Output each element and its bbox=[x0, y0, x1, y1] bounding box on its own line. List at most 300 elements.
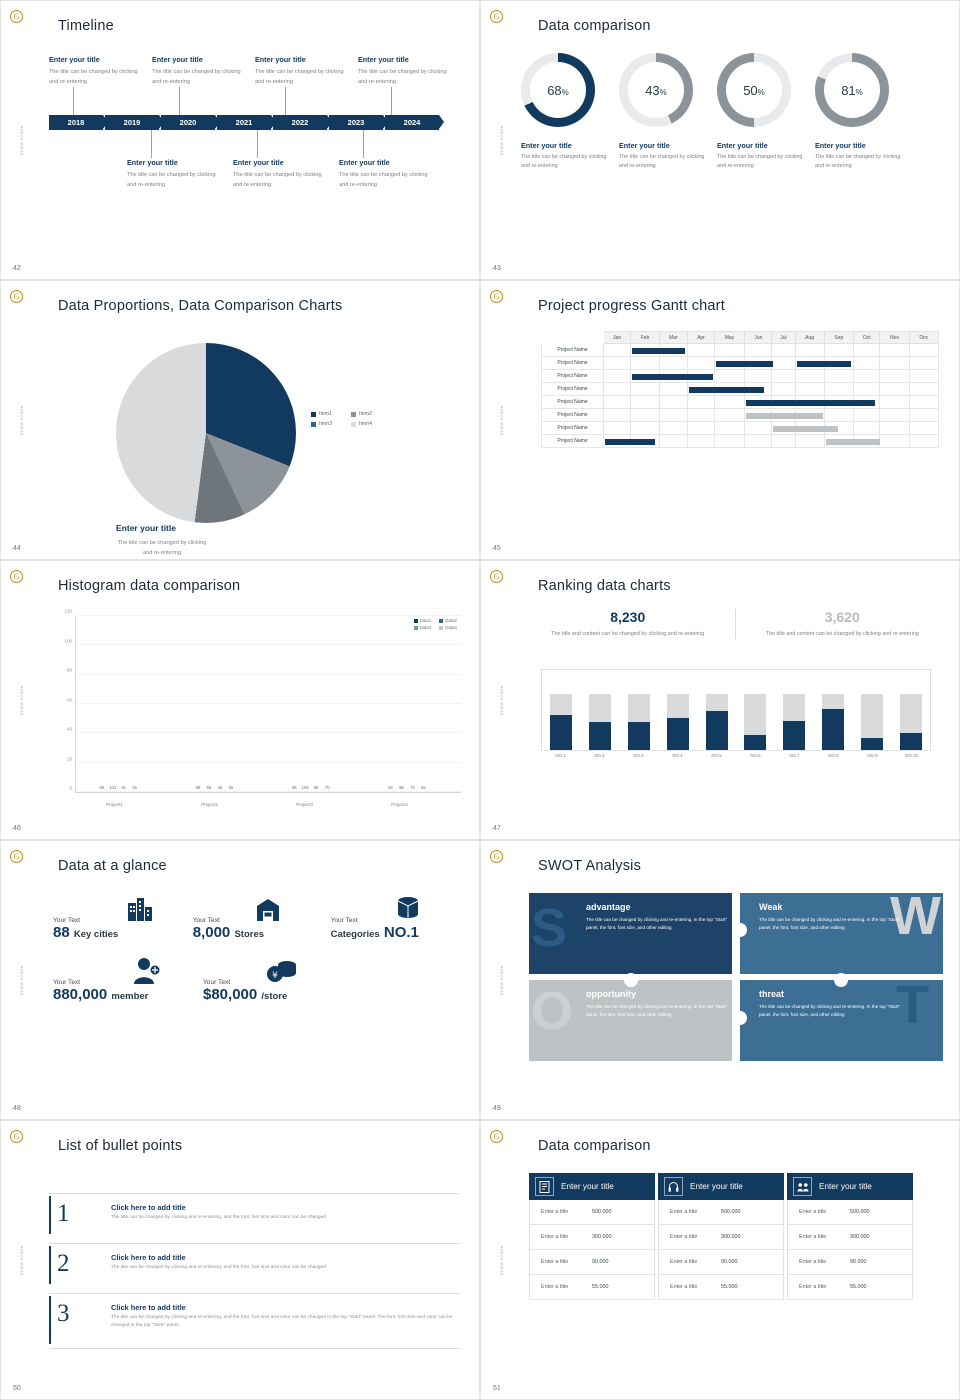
gantt-cell[interactable] bbox=[714, 383, 745, 396]
swot-strength[interactable] bbox=[529, 893, 732, 974]
ranking-bar-fill bbox=[589, 722, 611, 750]
gantt-cell[interactable] bbox=[714, 370, 745, 383]
page-number: 44 bbox=[13, 545, 21, 552]
gantt-cell[interactable] bbox=[880, 435, 909, 448]
gantt-cell[interactable] bbox=[909, 409, 938, 422]
gantt-cell[interactable] bbox=[824, 435, 853, 448]
page-title: Data Proportions, Data Comparison Charts bbox=[58, 298, 343, 314]
gantt-cell[interactable] bbox=[714, 357, 745, 370]
slide-data-comparison-tables[interactable] bbox=[480, 1120, 960, 1400]
table-row[interactable]: Enter a title 300.000 bbox=[788, 1225, 912, 1250]
gantt-row-label: Project Name bbox=[542, 383, 604, 396]
slide-timeline[interactable] bbox=[0, 0, 480, 280]
ranking-bar-fill bbox=[550, 715, 572, 750]
gantt-row-label: Project Name bbox=[542, 396, 604, 409]
gantt-row[interactable] bbox=[542, 344, 939, 357]
gantt-cell[interactable] bbox=[909, 435, 938, 448]
brand-logo-icon: G bbox=[10, 1130, 23, 1143]
gantt-cell[interactable] bbox=[604, 370, 631, 383]
year-chip[interactable]: 2018 bbox=[49, 115, 103, 130]
gantt-cell[interactable] bbox=[772, 344, 795, 357]
timeline-item-text: The title can be changed by clicking and re-entering bbox=[358, 69, 447, 85]
gantt-cell[interactable] bbox=[795, 383, 824, 396]
swot-letter: O bbox=[531, 981, 574, 1041]
puzzle-knob bbox=[733, 923, 747, 937]
x-tick: Project3 bbox=[296, 802, 313, 807]
gantt-cell[interactable] bbox=[604, 435, 631, 448]
gantt-cell[interactable] bbox=[853, 344, 879, 357]
ring-value: 68 bbox=[547, 82, 562, 98]
list-number: 2 bbox=[57, 1250, 70, 1277]
table-row[interactable]: Enter a title 55.000 bbox=[530, 1275, 654, 1300]
donut-center bbox=[116, 523, 296, 558]
column-header bbox=[658, 1173, 784, 1200]
caption-text: The title can be changed by clicking and re-entering bbox=[717, 154, 803, 170]
gantt-row[interactable] bbox=[542, 435, 939, 448]
list-title: Click here to add title bbox=[111, 1253, 186, 1262]
list-item[interactable] bbox=[49, 1193, 459, 1237]
ranking-bar[interactable] bbox=[783, 694, 805, 750]
ranking-bar[interactable] bbox=[822, 694, 844, 750]
ring-value: 81 bbox=[841, 82, 856, 98]
page-number: 45 bbox=[493, 545, 501, 552]
donut-center-title: Enter your title bbox=[116, 523, 176, 533]
year-chip[interactable]: 2019 bbox=[105, 115, 159, 130]
gantt-cell[interactable] bbox=[909, 422, 938, 435]
gantt-cell[interactable] bbox=[745, 357, 772, 370]
gantt-row[interactable] bbox=[542, 409, 939, 422]
gantt-cell[interactable] bbox=[688, 396, 714, 409]
swot-text: The title can be changed by clicking and re-entering. In the top "Start" panel, the font, font size, and other editing bbox=[759, 1004, 901, 1018]
gantt-cell[interactable] bbox=[909, 357, 938, 370]
gantt-cell[interactable] bbox=[688, 435, 714, 448]
gantt-header-row bbox=[542, 332, 939, 344]
timeline-item[interactable] bbox=[358, 55, 461, 87]
legend-item[interactable]: Item2 bbox=[351, 411, 387, 417]
donut-chart[interactable] bbox=[116, 343, 296, 557]
gantt-cell[interactable] bbox=[714, 344, 745, 357]
swot-opportunity[interactable] bbox=[529, 980, 732, 1061]
gantt-cell[interactable] bbox=[604, 396, 631, 409]
bar-value: 98 bbox=[99, 785, 105, 790]
slide-bullet-list[interactable] bbox=[0, 1120, 480, 1400]
gantt-cell[interactable] bbox=[659, 422, 688, 435]
histogram-chart[interactable] bbox=[56, 608, 461, 811]
timeline-top-items bbox=[49, 55, 461, 87]
ranking-bar[interactable] bbox=[861, 694, 883, 750]
gantt-row[interactable] bbox=[542, 357, 939, 370]
gantt-cell[interactable] bbox=[795, 357, 824, 370]
gantt-cell[interactable] bbox=[604, 409, 631, 422]
year-chip[interactable]: 2023 bbox=[329, 115, 383, 130]
page-number: 43 bbox=[493, 265, 501, 272]
glance-value: 88 Key cities bbox=[53, 924, 119, 941]
table-row[interactable]: Enter a title 300.000 bbox=[659, 1225, 783, 1250]
swot-threat[interactable] bbox=[740, 975, 943, 1061]
slide-histogram[interactable] bbox=[0, 560, 480, 840]
gantt-cell[interactable] bbox=[853, 357, 879, 370]
people-icon bbox=[793, 1177, 812, 1196]
gantt-cell[interactable] bbox=[631, 344, 660, 357]
ring-unit: % bbox=[855, 87, 863, 97]
year-chip[interactable]: 2024 bbox=[385, 115, 439, 130]
gantt-cell[interactable] bbox=[604, 383, 631, 396]
legend-item[interactable]: Item4 bbox=[351, 421, 387, 427]
gantt-cell[interactable] bbox=[824, 344, 853, 357]
timeline-item[interactable] bbox=[152, 55, 255, 87]
timeline-item[interactable] bbox=[339, 158, 439, 190]
gantt-cell[interactable] bbox=[745, 344, 772, 357]
gantt-cell[interactable] bbox=[824, 383, 853, 396]
slide-data-comparison-rings[interactable] bbox=[480, 0, 960, 280]
page-number: 49 bbox=[493, 1105, 501, 1112]
column-body bbox=[529, 1200, 655, 1300]
page-title: Timeline bbox=[58, 18, 114, 34]
gridline bbox=[76, 791, 461, 792]
table-row[interactable]: Enter a title 500.000 bbox=[659, 1200, 783, 1225]
timeline-item-text: The title can be changed by clicking and re-entering bbox=[339, 172, 428, 188]
gantt-cell[interactable] bbox=[772, 409, 795, 422]
chart-legend bbox=[414, 618, 457, 630]
timeline-item-text: The title can be changed by clicking and re-entering bbox=[233, 172, 322, 188]
progress-ring[interactable] bbox=[619, 53, 693, 127]
timeline-item-text: The title can be changed by clicking and re-entering bbox=[49, 69, 138, 85]
ring-captions bbox=[521, 141, 901, 172]
x-tick: Project4 bbox=[391, 802, 408, 807]
ranking-bar[interactable] bbox=[667, 694, 689, 750]
table-row[interactable]: Enter a title 500.000 bbox=[788, 1200, 912, 1225]
gantt-cell[interactable] bbox=[880, 344, 909, 357]
ring-caption[interactable] bbox=[815, 141, 901, 172]
gantt-row[interactable] bbox=[542, 383, 939, 396]
gantt-cell[interactable] bbox=[824, 422, 853, 435]
glance-item[interactable] bbox=[53, 963, 203, 1003]
gantt-month: Apr bbox=[688, 332, 714, 344]
ring-caption[interactable] bbox=[619, 141, 705, 172]
gantt-month: Aug bbox=[795, 332, 824, 344]
timeline-bottom-items bbox=[49, 158, 461, 214]
ranking-bar[interactable] bbox=[706, 694, 728, 750]
gantt-cell[interactable] bbox=[745, 396, 772, 409]
legend-item[interactable]: Item3 bbox=[311, 421, 347, 427]
caption-title: Enter your title bbox=[521, 141, 572, 150]
gantt-cell[interactable] bbox=[714, 422, 745, 435]
timeline-item-title: Enter your title bbox=[49, 55, 100, 64]
gantt-cell[interactable] bbox=[772, 396, 795, 409]
bar-value: 99 bbox=[195, 785, 201, 790]
legend-item[interactable]: Data2 bbox=[439, 618, 457, 623]
y-tick: 0 bbox=[69, 785, 72, 791]
gantt-body bbox=[542, 344, 939, 448]
gantt-cell[interactable] bbox=[659, 370, 688, 383]
brand-logo-icon: G bbox=[10, 570, 23, 583]
x-tick: NO.4 bbox=[672, 753, 683, 758]
page-number: 50 bbox=[13, 1385, 21, 1392]
swot-weakness[interactable] bbox=[740, 886, 943, 974]
list-text: The title can be changed by clicking and re-entering, and the font, font size and color can be changed bbox=[111, 1265, 326, 1270]
list-item[interactable] bbox=[49, 1243, 459, 1287]
gantt-row-label: Project Name bbox=[542, 344, 604, 357]
caption-title: Enter your title bbox=[815, 141, 866, 150]
ring-caption[interactable] bbox=[521, 141, 607, 172]
progress-ring[interactable] bbox=[815, 53, 889, 127]
page-title: Data comparison bbox=[538, 1138, 651, 1154]
gantt-cell[interactable] bbox=[659, 396, 688, 409]
timeline-item[interactable] bbox=[233, 158, 333, 190]
ranking-bar[interactable] bbox=[550, 694, 572, 750]
gantt-cell[interactable] bbox=[631, 409, 660, 422]
gantt-cell[interactable] bbox=[772, 370, 795, 383]
page-title: List of bullet points bbox=[58, 1138, 183, 1154]
x-tick: Project2 bbox=[201, 802, 218, 807]
swot-heading: Weak bbox=[759, 902, 783, 912]
column-title: Enter your title bbox=[819, 1182, 872, 1191]
puzzle-knob bbox=[733, 1011, 747, 1025]
bar-value: 66 bbox=[206, 785, 212, 790]
gantt-cell[interactable] bbox=[772, 435, 795, 448]
y-axis bbox=[56, 608, 74, 793]
gantt-cell[interactable] bbox=[714, 409, 745, 422]
gantt-cell[interactable] bbox=[659, 409, 688, 422]
brand-logo-icon: G bbox=[490, 570, 503, 583]
table-row[interactable]: Enter a title 90.000 bbox=[530, 1250, 654, 1275]
slide-ranking[interactable] bbox=[480, 560, 960, 840]
gantt-cell[interactable] bbox=[909, 383, 938, 396]
page-number: 42 bbox=[13, 265, 21, 272]
list-text: The title can be changed by clicking and re-entering, and the font, font size and color can be changed bbox=[111, 1215, 326, 1220]
gantt-cell[interactable] bbox=[824, 409, 853, 422]
gantt-cell[interactable] bbox=[688, 422, 714, 435]
page-title: SWOT Analysis bbox=[538, 858, 642, 874]
gantt-cell[interactable] bbox=[880, 396, 909, 409]
gantt-cell[interactable] bbox=[714, 435, 745, 448]
table-row[interactable]: Enter a title 500.000 bbox=[530, 1200, 654, 1225]
chart-legend bbox=[311, 411, 387, 427]
glance-value: 880,000 member bbox=[53, 986, 149, 1003]
gantt-row-label: Project Name bbox=[542, 357, 604, 370]
gantt-cell[interactable] bbox=[880, 422, 909, 435]
stat-block[interactable] bbox=[541, 609, 715, 639]
gantt-cell[interactable] bbox=[853, 396, 879, 409]
gantt-month: Jun bbox=[745, 332, 772, 344]
gridline bbox=[76, 762, 461, 763]
list-item[interactable] bbox=[49, 1293, 459, 1349]
gantt-row-label: Project Name bbox=[542, 409, 604, 422]
gantt-cell[interactable] bbox=[772, 422, 795, 435]
ranking-bar-fill bbox=[861, 738, 883, 750]
puzzle-knob bbox=[834, 973, 848, 987]
gantt-cell[interactable] bbox=[745, 435, 772, 448]
gantt-cell[interactable] bbox=[604, 357, 631, 370]
comparison-column[interactable] bbox=[529, 1173, 655, 1300]
gantt-cell[interactable] bbox=[772, 357, 795, 370]
gantt-cell[interactable] bbox=[772, 383, 795, 396]
year-chip[interactable]: 2021 bbox=[217, 115, 271, 130]
sidebar-watermark: SLIDE STOCK bbox=[500, 124, 505, 156]
gantt-cell[interactable] bbox=[795, 409, 824, 422]
gantt-row[interactable] bbox=[542, 396, 939, 409]
list-title: Click here to add title bbox=[111, 1303, 186, 1312]
table-row[interactable]: Enter a title 55.000 bbox=[659, 1275, 783, 1300]
x-tick: NO.7 bbox=[789, 753, 800, 758]
ranking-bar[interactable] bbox=[589, 694, 611, 750]
gantt-chart[interactable] bbox=[541, 331, 939, 448]
gantt-cell[interactable] bbox=[853, 409, 879, 422]
gantt-cell[interactable] bbox=[659, 344, 688, 357]
glance-item[interactable] bbox=[203, 963, 353, 1003]
gantt-cell[interactable] bbox=[688, 344, 714, 357]
bar-value: 55 bbox=[228, 785, 234, 790]
ranking-bar-chart[interactable] bbox=[541, 669, 931, 751]
gantt-cell[interactable] bbox=[909, 370, 938, 383]
comparison-column[interactable] bbox=[787, 1173, 913, 1300]
timeline-item[interactable] bbox=[49, 55, 152, 87]
legend-item[interactable]: Data1 bbox=[414, 618, 432, 623]
gantt-cell[interactable] bbox=[880, 357, 909, 370]
gantt-cell[interactable] bbox=[745, 409, 772, 422]
gantt-cell[interactable] bbox=[688, 357, 714, 370]
x-tick: NO.3 bbox=[633, 753, 644, 758]
list-title: Click here to add title bbox=[111, 1203, 186, 1212]
gantt-cell[interactable] bbox=[688, 383, 714, 396]
gantt-cell[interactable] bbox=[909, 396, 938, 409]
timeline-item[interactable] bbox=[255, 55, 358, 87]
legend-item[interactable]: Data4 bbox=[439, 625, 457, 630]
legend-item[interactable]: Item1 bbox=[311, 411, 347, 417]
gantt-row[interactable] bbox=[542, 370, 939, 383]
x-tick: NO.9 bbox=[867, 753, 878, 758]
gantt-cell[interactable] bbox=[631, 370, 660, 383]
glance-label: Your Text bbox=[330, 917, 358, 924]
glance-item[interactable] bbox=[53, 903, 193, 941]
swot-heading: advantage bbox=[586, 902, 631, 912]
table-row[interactable]: Enter a title 300.000 bbox=[530, 1225, 654, 1250]
column-title: Enter your title bbox=[690, 1182, 743, 1191]
gantt-cell[interactable] bbox=[659, 435, 688, 448]
gantt-cell[interactable] bbox=[745, 370, 772, 383]
accent-bar bbox=[49, 1246, 51, 1284]
gantt-cell[interactable] bbox=[795, 370, 824, 383]
list-number: 3 bbox=[57, 1300, 70, 1327]
gantt-cell[interactable] bbox=[604, 344, 631, 357]
gantt-cell[interactable] bbox=[795, 396, 824, 409]
page-number: 48 bbox=[13, 1105, 21, 1112]
list-number: 1 bbox=[57, 1200, 70, 1227]
slide-data-at-a-glance[interactable] bbox=[0, 840, 480, 1120]
gantt-cell[interactable] bbox=[714, 396, 745, 409]
timeline-year-bar bbox=[49, 115, 461, 130]
glance-item[interactable] bbox=[331, 903, 461, 941]
brand-logo-icon: G bbox=[10, 290, 23, 303]
gantt-cell[interactable] bbox=[880, 409, 909, 422]
gantt-cell[interactable] bbox=[659, 383, 688, 396]
timeline-item-title: Enter your title bbox=[127, 158, 178, 167]
stat-block[interactable] bbox=[755, 609, 929, 639]
gantt-cell[interactable] bbox=[824, 396, 853, 409]
x-tick: NO.6 bbox=[750, 753, 761, 758]
donut-center-text: The title can be changed by clicking and re-entering bbox=[117, 540, 207, 557]
ranking-bar[interactable] bbox=[744, 694, 766, 750]
gantt-cell[interactable] bbox=[853, 422, 879, 435]
timeline-connectors bbox=[49, 87, 461, 115]
gantt-cell[interactable] bbox=[853, 370, 879, 383]
y-tick: 120 bbox=[64, 608, 72, 614]
progress-ring[interactable] bbox=[521, 53, 595, 127]
gantt-month: May bbox=[714, 332, 745, 344]
sidebar-watermark: SLIDE STOCK bbox=[500, 404, 505, 436]
timeline-item-text: The title can be changed by clicking and re-entering bbox=[255, 69, 344, 85]
gantt-cell[interactable] bbox=[631, 422, 660, 435]
gantt-cell[interactable] bbox=[853, 435, 879, 448]
ring-caption[interactable] bbox=[717, 141, 803, 172]
sidebar-watermark: SLIDE STOCK bbox=[500, 1244, 505, 1276]
glance-label: Your Text bbox=[192, 917, 220, 924]
gantt-cell[interactable] bbox=[853, 383, 879, 396]
swot-letter: S bbox=[531, 898, 568, 958]
year-chip[interactable]: 2022 bbox=[273, 115, 327, 130]
gantt-cell[interactable] bbox=[604, 422, 631, 435]
bar-value: 106 bbox=[301, 785, 309, 790]
gantt-cell[interactable] bbox=[795, 422, 824, 435]
y-tick: 80 bbox=[67, 667, 72, 673]
table-row[interactable]: Enter a title 90.000 bbox=[659, 1250, 783, 1275]
gantt-row[interactable] bbox=[542, 422, 939, 435]
gantt-cell[interactable] bbox=[745, 422, 772, 435]
comparison-column[interactable] bbox=[658, 1173, 784, 1300]
x-tick: NO.1 bbox=[555, 753, 566, 758]
gantt-cell[interactable] bbox=[745, 383, 772, 396]
table-row[interactable]: Enter a title 55.000 bbox=[788, 1275, 912, 1300]
table-row[interactable]: Enter a title 90.000 bbox=[788, 1250, 912, 1275]
accent-bar bbox=[49, 1296, 51, 1344]
slide-data-proportions[interactable] bbox=[0, 280, 480, 560]
progress-ring[interactable] bbox=[717, 53, 791, 127]
page-number: 46 bbox=[13, 825, 21, 832]
slide-swot[interactable] bbox=[480, 840, 960, 1120]
legend-item[interactable]: Data3 bbox=[414, 625, 432, 630]
document-icon bbox=[535, 1177, 554, 1196]
gantt-cell[interactable] bbox=[909, 344, 938, 357]
gantt-cell[interactable] bbox=[631, 396, 660, 409]
slide-gantt[interactable] bbox=[480, 280, 960, 560]
cylinder-box-icon bbox=[393, 893, 423, 923]
gantt-cell[interactable] bbox=[824, 357, 853, 370]
gantt-cell[interactable] bbox=[659, 357, 688, 370]
gantt-cell[interactable] bbox=[688, 409, 714, 422]
year-chip[interactable]: 2020 bbox=[161, 115, 215, 130]
ring-center bbox=[726, 62, 782, 118]
ring-center bbox=[628, 62, 684, 118]
gantt-month: Oct bbox=[853, 332, 879, 344]
gantt-cell[interactable] bbox=[631, 435, 660, 448]
gantt-cell[interactable] bbox=[688, 370, 714, 383]
gantt-cell[interactable] bbox=[631, 383, 660, 396]
gantt-cell[interactable] bbox=[795, 344, 824, 357]
ranking-stats bbox=[541, 609, 929, 639]
ranking-bar[interactable] bbox=[900, 694, 922, 750]
gantt-month: Feb bbox=[631, 332, 660, 344]
timeline-item[interactable] bbox=[127, 158, 227, 190]
gantt-cell[interactable] bbox=[880, 370, 909, 383]
gantt-cell[interactable] bbox=[631, 357, 660, 370]
gantt-cell[interactable] bbox=[795, 435, 824, 448]
ring-center bbox=[824, 62, 880, 118]
gantt-cell[interactable] bbox=[824, 370, 853, 383]
glance-item[interactable] bbox=[193, 903, 331, 941]
ranking-bar-fill bbox=[900, 733, 922, 750]
gantt-cell[interactable] bbox=[880, 383, 909, 396]
ranking-bar[interactable] bbox=[628, 694, 650, 750]
